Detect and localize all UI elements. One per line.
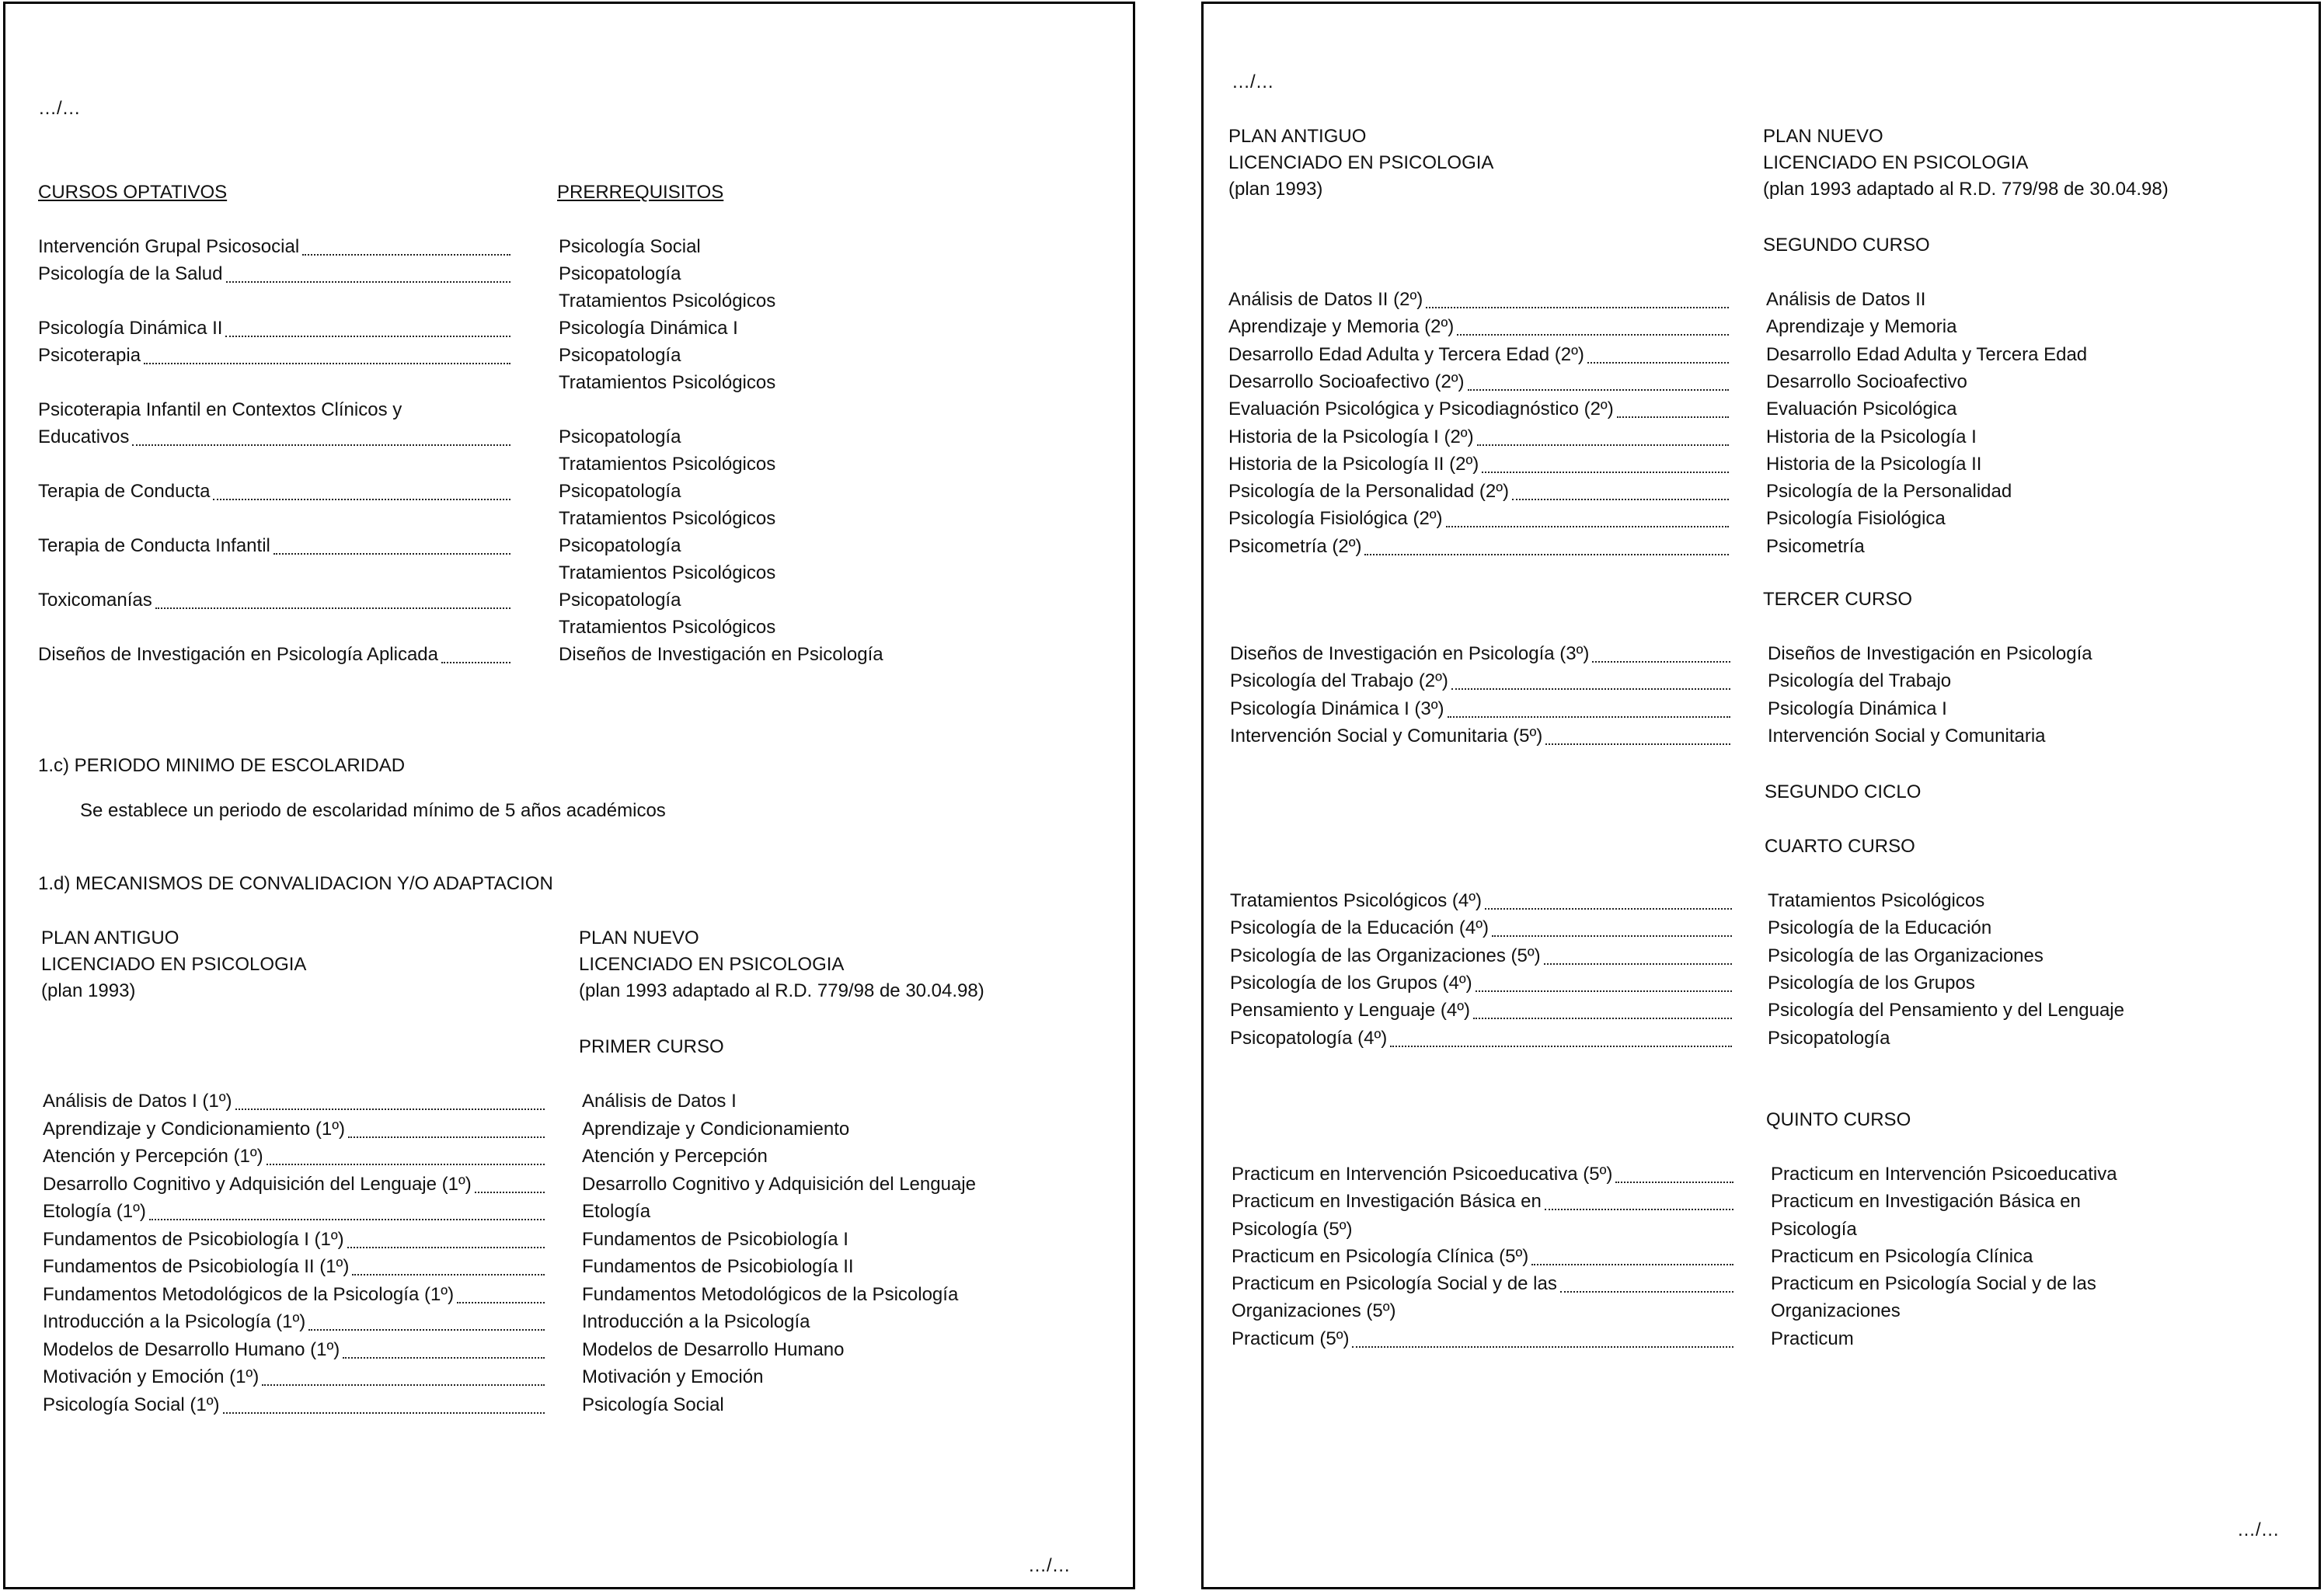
optional-course-name: Diseños de Investigación en Psicología Aplicada [38,644,438,665]
new-plan-course: Introducción a la Psicología [582,1311,810,1332]
prerequisite-item: Psicopatología [559,590,681,611]
new-plan-course: Practicum en Intervención Psicoeducativa [1771,1164,2117,1185]
new-plan-course: Etología [582,1201,651,1222]
prerequisite-item: Diseños de Investigación en Psicología [559,644,883,665]
prerequisite-item: Psicopatología [559,263,681,284]
dot-leader [149,1219,545,1220]
new-plan-course: Psicología del Pensamiento y del Lenguaje [1768,1000,2124,1021]
optional-course-name: Toxicomanías [38,590,152,611]
old-plan-course: Psicometría (2º) [1228,536,1362,557]
first-course-heading: PRIMER CURSO [579,1036,724,1057]
old-plan-course: Aprendizaje y Memoria (2º) [1228,316,1455,337]
new-plan-course: Psicología de los Grupos [1768,973,1975,994]
new-plan-course: Psicopatología [1768,1028,1890,1049]
continuation-marker-top: …/… [38,98,81,119]
old-plan-course: Modelos de Desarrollo Humano (1º) [43,1339,340,1360]
new-plan-course: Fundamentos de Psicobiología II [582,1256,854,1277]
new-plan-course: Desarrollo Socioafectivo [1766,371,1967,392]
new-plan-course: Fundamentos de Psicobiología I [582,1229,848,1250]
new-plan-title: PLAN NUEVO [579,928,699,948]
old-plan-course: Psicología de la Personalidad (2º) [1228,481,1509,502]
old-plan-degree: LICENCIADO EN PSICOLOGIA [1228,152,1494,173]
dot-leader [132,444,510,446]
old-plan-course: Practicum en Intervención Psicoeducativa (5º) [1232,1164,1613,1185]
dot-leader [457,1302,545,1303]
new-plan-course: Psicología [1771,1219,1857,1240]
old-plan-course: Organizaciones (5º) [1232,1300,1396,1321]
old-plan-course: Fundamentos Metodológicos de la Psicología (1º) [43,1284,455,1305]
old-plan-course: Intervención Social y Comunitaria (5º) [1230,726,1543,747]
dot-leader [1477,444,1729,446]
old-plan-course: Psicología de los Grupos (4º) [1230,973,1472,994]
old-plan-course: Tratamientos Psicológicos (4º) [1230,890,1482,911]
old-plan-course: Evaluación Psicológica y Psicodiagnóstico (2º) [1228,398,1614,419]
prerequisite-item: Tratamientos Psicológicos [559,562,776,583]
dot-leader [225,336,510,337]
old-plan-title: PLAN ANTIGUO [1228,126,1367,147]
old-plan-course: Psicología (5º) [1232,1219,1353,1240]
dot-leader [155,607,510,609]
new-plan-course: Practicum en Psicología Social y de las [1771,1273,2096,1294]
new-plan-course: Historia de la Psicología I [1766,426,1977,447]
old-plan-course: Desarrollo Socioafectivo (2º) [1228,371,1465,392]
old-plan-course: Historia de la Psicología II (2º) [1228,454,1479,475]
second-cycle-heading: SEGUNDO CICLO [1765,781,1922,802]
optional-course-name: Educativos [38,426,130,447]
new-plan-course: Practicum en Psicología Clínica [1771,1246,2033,1267]
old-plan-course: Practicum en Psicología Social y de las [1232,1273,1557,1294]
dot-leader [347,1247,545,1248]
dot-leader [226,281,510,283]
optional-course-name: Terapia de Conducta [38,481,211,502]
old-plan-course: Psicología de las Organizaciones (5º) [1230,945,1541,966]
second-course-heading: SEGUNDO CURSO [1763,235,1930,256]
old-plan-course: Análisis de Datos II (2º) [1228,289,1423,310]
new-plan-course: Evaluación Psicológica [1766,398,1957,419]
new-plan-course: Psicología de la Educación [1768,917,1992,938]
old-plan-course: Psicología Dinámica I (3º) [1230,698,1444,719]
new-plan-course: Psicología de la Personalidad [1766,481,2012,502]
new-plan-course: Psicología de las Organizaciones [1768,945,2044,966]
dot-leader [213,499,510,500]
new-plan-course: Desarrollo Cognitivo y Adquisición del Lenguaje [582,1174,976,1195]
dot-leader [1482,472,1729,473]
optional-course-name: Intervención Grupal Psicosocial [38,236,300,257]
new-plan-course: Tratamientos Psicológicos [1768,890,1985,911]
old-plan-degree: LICENCIADO EN PSICOLOGIA [41,954,307,975]
dot-leader [1457,334,1729,336]
fourth-course-heading: CUARTO CURSO [1765,836,1915,857]
right-page [1201,2,2321,1589]
dot-leader [1531,1264,1733,1265]
new-plan-course: Psicología Dinámica I [1768,698,1947,719]
new-plan-course: Aprendizaje y Condicionamiento [582,1119,850,1140]
new-plan-degree: LICENCIADO EN PSICOLOGIA [1763,152,2029,173]
old-plan-course: Motivación y Emoción (1º) [43,1366,260,1387]
old-plan-year: (plan 1993) [1228,179,1323,200]
optional-course-name: Terapia de Conducta Infantil [38,535,270,556]
old-plan-course: Desarrollo Edad Adulta y Tercera Edad (2º) [1228,344,1584,365]
dot-leader [1485,908,1732,910]
optional-course-name: Psicoterapia Infantil en Contextos Clínicos y [38,399,402,420]
dot-leader [235,1108,545,1110]
new-plan-course: Practicum [1771,1328,1854,1349]
dot-leader [1545,743,1730,745]
old-plan-course: Psicología Fisiológica (2º) [1228,508,1443,529]
old-plan-course: Practicum en Investigación Básica en [1232,1191,1542,1212]
new-plan-course: Diseños de Investigación en Psicología [1768,643,2092,664]
old-plan-course: Psicopatología (4º) [1230,1028,1388,1049]
old-plan-title: PLAN ANTIGUO [41,928,179,948]
dot-leader [1544,963,1732,965]
old-plan-course: Psicología del Trabajo (2º) [1230,670,1448,691]
old-plan-year: (plan 1993) [41,980,136,1001]
optional-course-name: Psicoterapia [38,345,141,366]
optional-courses-header: CURSOS OPTATIVOS [38,182,228,203]
new-plan-year: (plan 1993 adaptado al R.D. 779/98 de 30.04.98) [1763,179,2169,200]
dot-leader [1364,554,1729,555]
section-c-title: 1.c) PERIODO MINIMO DE ESCOLARIDAD [38,755,406,776]
continuation-marker-top: …/… [1232,71,1274,92]
third-course-heading: TERCER CURSO [1763,589,1913,610]
old-plan-course: Análisis de Datos I (1º) [43,1091,232,1112]
dot-leader [1468,389,1729,391]
new-plan-course: Fundamentos Metodológicos de la Psicología [582,1284,959,1305]
dot-leader [1587,362,1729,364]
new-plan-course: Psicometría [1766,536,1865,557]
dot-leader [144,363,510,364]
dot-leader [1446,526,1729,527]
dot-leader [1617,416,1729,418]
dot-leader [343,1357,545,1359]
dot-leader [223,1412,545,1414]
new-plan-course: Análisis de Datos I [582,1091,737,1112]
dot-leader [441,662,510,663]
section-d-title: 1.d) MECANISMOS DE CONVALIDACION Y/O ADAPTACION [38,873,553,894]
dot-leader [308,1329,545,1331]
new-plan-course: Atención y Percepción [582,1146,768,1167]
new-plan-course: Psicología Social [582,1394,724,1415]
new-plan-course: Organizaciones [1771,1300,1901,1321]
dot-leader [1615,1182,1733,1183]
new-plan-course: Intervención Social y Comunitaria [1768,726,2046,747]
new-plan-course: Modelos de Desarrollo Humano [582,1339,845,1360]
prerequisite-item: Tratamientos Psicológicos [559,617,776,638]
prerequisites-header: PRERREQUISITOS [557,182,724,203]
dot-leader [348,1136,545,1138]
new-plan-course: Psicología del Trabajo [1768,670,1952,691]
dot-leader [262,1384,545,1386]
dot-leader [1473,1018,1732,1019]
prerequisite-item: Tratamientos Psicológicos [559,508,776,529]
optional-course-name: Psicología Dinámica II [38,318,223,339]
new-plan-title: PLAN NUEVO [1763,126,1883,147]
old-plan-course: Fundamentos de Psicobiología I (1º) [43,1229,344,1250]
old-plan-course: Psicología Social (1º) [43,1394,220,1415]
old-plan-course: Practicum en Psicología Clínica (5º) [1232,1246,1529,1267]
dot-leader [267,1164,545,1165]
optional-course-name: Psicología de la Salud [38,263,223,284]
prerequisite-item: Psicopatología [559,481,681,502]
old-plan-course: Aprendizaje y Condicionamiento (1º) [43,1119,345,1140]
fifth-course-heading: QUINTO CURSO [1766,1109,1911,1130]
old-plan-course: Diseños de Investigación en Psicología (3º) [1230,643,1590,664]
new-plan-course: Motivación y Emoción [582,1366,764,1387]
dot-leader [274,553,510,555]
dot-leader [1390,1046,1732,1047]
dot-leader [475,1192,545,1193]
new-plan-course: Aprendizaje y Memoria [1766,316,1957,337]
new-plan-year: (plan 1993 adaptado al R.D. 779/98 de 30.04.98) [579,980,984,1001]
new-plan-course: Desarrollo Edad Adulta y Tercera Edad [1766,344,2088,365]
dot-leader [1512,499,1729,500]
dot-leader [1592,661,1730,663]
prerequisite-item: Psicopatología [559,426,681,447]
dot-leader [1560,1291,1733,1293]
dot-leader [1352,1346,1733,1348]
continuation-marker-bottom: …/… [2237,1519,2280,1540]
old-plan-course: Introducción a la Psicología (1º) [43,1311,306,1332]
new-plan-course: Historia de la Psicología II [1766,454,1982,475]
dot-leader [1476,990,1732,992]
old-plan-course: Practicum (5º) [1232,1328,1350,1349]
continuation-marker-bottom: …/… [1028,1555,1071,1576]
new-plan-course: Practicum en Investigación Básica en [1771,1191,2081,1212]
left-page [3,2,1135,1589]
dot-leader [302,254,510,256]
old-plan-course: Desarrollo Cognitivo y Adquisición del Lenguaje (1º) [43,1174,472,1195]
dot-leader [1492,935,1732,937]
prerequisite-item: Tratamientos Psicológicos [559,291,776,311]
old-plan-course: Historia de la Psicología I (2º) [1228,426,1474,447]
prerequisite-item: Psicología Dinámica I [559,318,738,339]
dot-leader [1448,716,1730,718]
dot-leader [1451,688,1730,690]
dot-leader [1426,307,1729,308]
new-plan-course: Psicología Fisiológica [1766,508,1946,529]
section-c-text: Se establece un periodo de escolaridad mínimo de 5 años académicos [80,800,666,821]
prerequisite-item: Tratamientos Psicológicos [559,454,776,475]
old-plan-course: Pensamiento y Lenguaje (4º) [1230,1000,1470,1021]
new-plan-degree: LICENCIADO EN PSICOLOGIA [579,954,845,975]
dot-leader [352,1274,545,1276]
old-plan-course: Etología (1º) [43,1201,146,1222]
old-plan-course: Psicología de la Educación (4º) [1230,917,1489,938]
prerequisite-item: Psicopatología [559,345,681,366]
prerequisite-item: Tratamientos Psicológicos [559,372,776,393]
prerequisite-item: Psicología Social [559,236,701,257]
old-plan-course: Fundamentos de Psicobiología II (1º) [43,1256,350,1277]
old-plan-course: Atención y Percepción (1º) [43,1146,263,1167]
prerequisite-item: Psicopatología [559,535,681,556]
dot-leader [1545,1209,1733,1210]
new-plan-course: Análisis de Datos II [1766,289,1926,310]
